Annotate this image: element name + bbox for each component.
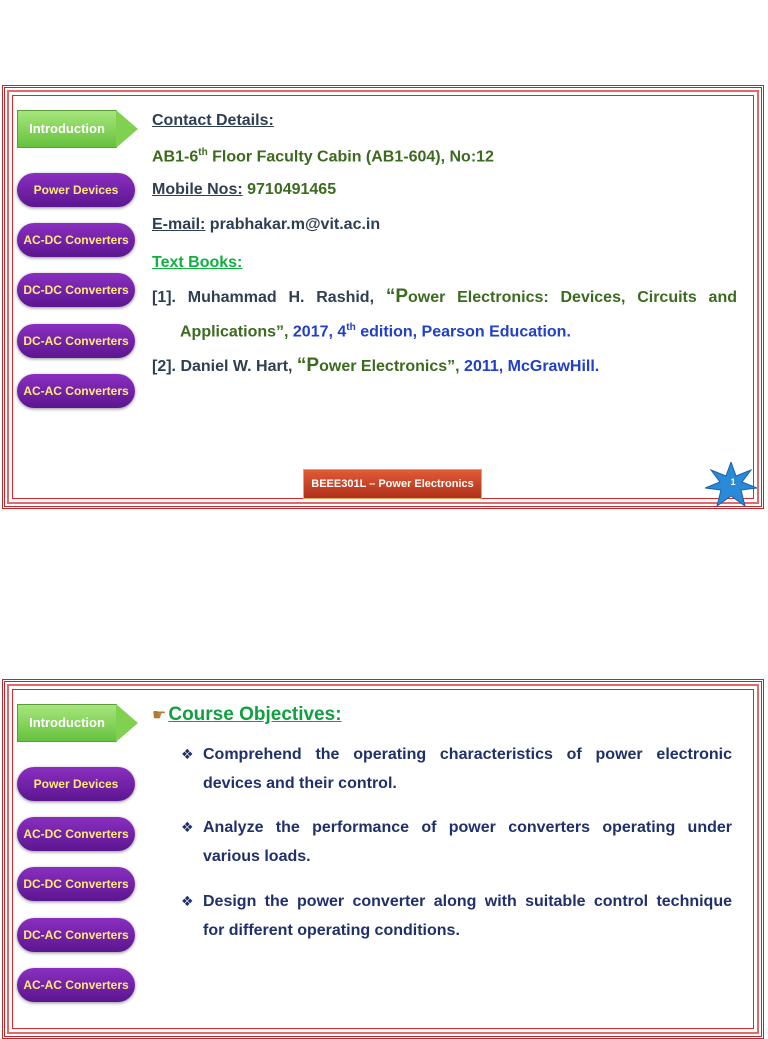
nav-dc-ac-converters[interactable]: DC-AC Converters [17, 918, 135, 952]
slide-1 [2, 85, 764, 509]
arrow-right-icon [116, 704, 138, 742]
nav-introduction-label: Introduction [29, 715, 105, 730]
nav-power-devices[interactable]: Power Devices [17, 767, 135, 801]
text-books-heading: Text Books: [152, 254, 243, 271]
slide-2 [2, 679, 764, 1039]
objective-item: ❖ Comprehend the operating characteristics of power electronic devices and their control. [181, 746, 732, 792]
nav-introduction-label: Introduction [29, 121, 105, 136]
diamond-bullet-icon: ❖ [181, 819, 194, 835]
diamond-bullet-icon: ❖ [181, 893, 194, 909]
nav-ac-dc-converters[interactable]: AC-DC Converters [17, 817, 135, 851]
office-line: AB1-6th Floor Faculty Cabin (AB1-604), No:12 [152, 147, 494, 166]
nav-introduction[interactable] [17, 110, 139, 148]
mobile-line: Mobile Nos: 9710491465 [152, 181, 337, 198]
nav-dc-dc-converters[interactable]: DC-DC Converters [17, 273, 135, 307]
email-link[interactable]: prabhakar.m@vit.ac.in [205, 216, 381, 233]
diamond-bullet-icon: ❖ [181, 746, 194, 762]
nav-dc-ac-converters[interactable]: DC-AC Converters [17, 324, 135, 358]
nav-power-devices[interactable]: Power Devices [17, 173, 135, 207]
page-number: 1 [730, 477, 736, 487]
email-line: E-mail: prabhakar.m@vit.ac.in [152, 216, 381, 233]
nav-ac-ac-converters[interactable]: AC-AC Converters [17, 374, 135, 408]
pointing-hand-icon: ☛ [152, 707, 167, 724]
book-1-line-1: [1]. Muhammad H. Rashid, “Power Electronics: Devices, Circuits and [152, 286, 737, 307]
arrow-right-icon [116, 110, 138, 148]
contact-details-heading: Contact Details: [152, 112, 274, 129]
nav-ac-dc-converters[interactable]: AC-DC Converters [17, 223, 135, 257]
nav-introduction[interactable] [17, 704, 139, 742]
book-1-line-2: Applications”, 2017, 4th edition, Pearson Education. [180, 322, 571, 341]
objective-item: ❖ Analyze the performance of power converters operating under various loads. [181, 819, 732, 865]
course-badge: BEEE301L – Power Electronics [303, 469, 482, 499]
course-objectives-heading: ☛ Course Objectives: [152, 704, 342, 725]
nav-dc-dc-converters[interactable]: DC-DC Converters [17, 867, 135, 901]
book-2-line: [2]. Daniel W. Hart, “Power Electronics”, 2011, McGrawHill. [152, 355, 600, 376]
objective-item: ❖ Design the power converter along with suitable control technique for different operating conditions. [181, 893, 732, 939]
nav-ac-ac-converters[interactable]: AC-AC Converters [17, 968, 135, 1002]
